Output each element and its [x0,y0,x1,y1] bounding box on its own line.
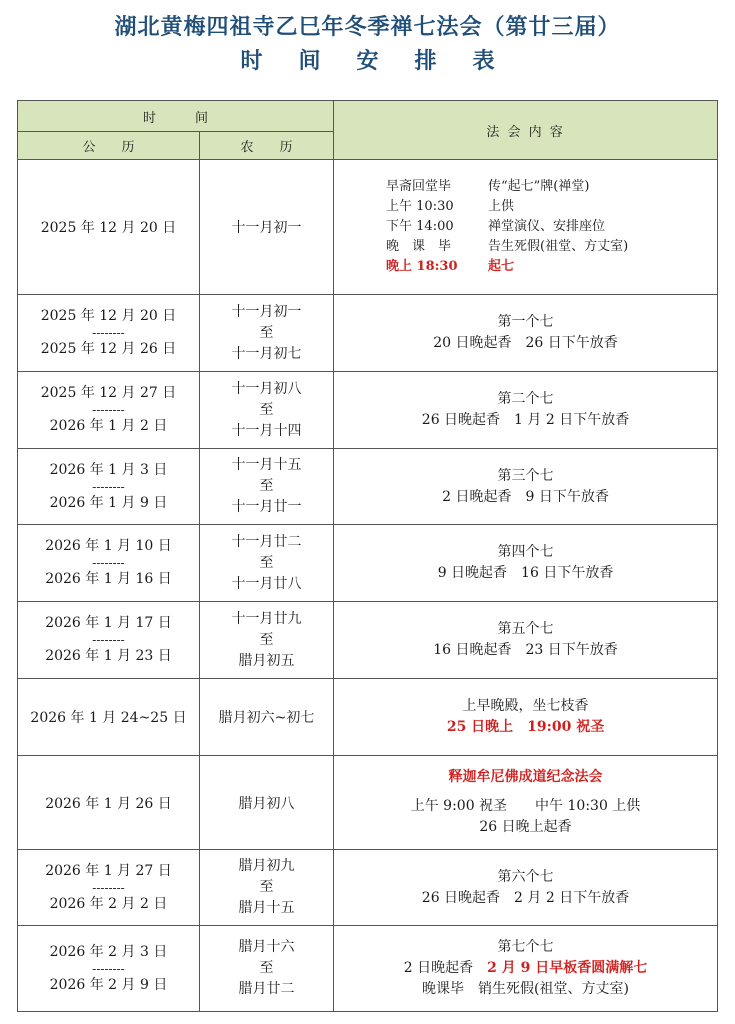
page-subtitle [0,44,735,75]
solar-end: 2025 年 12 月 26 日 [40,341,177,357]
event-line: 上午 9:00 祝圣 中午 10:30 上供 [410,798,641,814]
week-detail: 26 日晚起香 1 月 2 日下午放香 [421,412,630,428]
date-dash: -------- [92,556,125,570]
week-detail: 26 日晚起香 2 月 2 日下午放香 [421,889,630,906]
solar-start: 2025 年 12 月 27 日 [40,385,177,401]
solar-end: 2026 年 1 月 16 日 [45,571,172,587]
event-line: 晚课毕 销生死假(祖堂、方丈室) [422,981,629,997]
week-name: 第一个七 [497,314,554,330]
lunar-to: 至 [259,324,274,341]
lunar-date: 腊月初八 [200,756,334,850]
date-dash: -------- [92,961,125,976]
table-row [18,679,718,756]
date-dash: -------- [92,479,125,494]
week-name: 第七个七 [497,939,554,955]
lunar-start: 十一月廿二 [231,533,302,550]
list-item: 晚 课 毕 告生死假(祖堂、方丈室) [386,239,629,254]
solar-end: 2026 年 1 月 9 日 [49,494,168,511]
lunar-start: 十一月十五 [231,457,302,473]
list-item: 早斋回堂毕 传“起七”牌(禅堂) [386,179,590,194]
table-row [18,926,718,1012]
solar-end: 2026 年 2 月 9 日 [49,976,168,993]
solar-date: 2025 年 12 月 20 日 [18,160,200,295]
solar-date: 2026 年 1 月 24~25 日 [18,679,200,756]
lunar-date: 腊月初六~初七 [200,679,334,756]
schedule-table [17,100,718,1012]
lunar-to: 至 [259,401,274,418]
subtitle-char: 时 [240,48,263,74]
date-dash: -------- [92,880,125,895]
solar-start: 2026 年 1 月 10 日 [45,538,172,554]
event-highlight: 释迦牟尼佛成道纪念法会 [448,769,603,785]
lunar-end: 十一月廿八 [231,575,302,592]
date-dash: -------- [92,326,125,340]
list-item: 晚上 18:30 起七 [386,259,515,274]
page-title: 湖北黄梅四祖寺乙巳年冬季禅七法会（第廿三届） [114,14,621,40]
header-content: 法 会 内 容 [334,101,718,160]
lunar-end: 腊月十五 [238,900,295,916]
lunar-start: 十一月初八 [231,380,302,397]
solar-end: 2026 年 1 月 2 日 [49,418,168,434]
header-time: 时 间 [18,101,334,132]
date-dash: -------- [92,403,125,417]
date-dash: -------- [92,633,125,647]
table-row [18,756,718,850]
lunar-end: 腊月廿二 [238,981,295,997]
lunar-date: 十一月初一 [200,160,334,295]
week-name: 第四个七 [497,544,554,560]
lunar-end: 腊月初五 [238,652,295,669]
week-detail: 16 日晚起香 23 日下午放香 [433,642,618,658]
solar-start: 2026 年 1 月 3 日 [49,461,168,478]
week-name: 第五个七 [497,621,554,637]
week-detail: 9 日晚起香 16 日下午放香 [437,565,614,581]
lunar-end: 十一月廿一 [231,499,302,515]
lunar-start: 十一月廿九 [231,610,302,627]
event-line: 上早晚殿，坐七枝香 [462,698,589,714]
solar-start: 2026 年 1 月 27 日 [45,862,172,879]
subtitle-char: 排 [414,48,437,74]
event-list [334,160,718,295]
lunar-to: 至 [259,879,274,895]
week-detail [334,958,717,979]
header-solar: 公 历 [18,132,200,160]
table-row [18,525,718,602]
week-name: 第三个七 [497,467,554,484]
lunar-start: 腊月初九 [238,858,295,874]
lunar-start: 腊月十六 [238,939,295,955]
lunar-to: 至 [259,960,274,976]
header-lunar: 农 历 [200,132,334,160]
week-name: 第六个七 [497,868,554,885]
subtitle-char: 间 [298,48,321,74]
table-row [18,602,718,679]
event-line: 26 日晚上起香 [479,819,572,835]
lunar-to: 至 [259,554,274,571]
subtitle-char: 安 [356,48,379,74]
solar-start: 2025 年 12 月 20 日 [40,308,177,324]
lunar-start: 十一月初一 [231,303,302,320]
lunar-to: 至 [259,478,274,494]
lunar-to: 至 [259,631,274,648]
solar-end: 2026 年 1 月 23 日 [45,648,172,664]
list-item: 下午 14:00 禅堂演仪、安排座位 [386,219,606,234]
week-detail: 2 日晚起香 9 日下午放香 [442,488,609,505]
solar-start: 2026 年 2 月 3 日 [49,943,168,960]
table-row [18,850,718,926]
event-highlight: 25 日晚上 19:00 祝圣 [446,719,605,735]
table-row [18,372,718,449]
solar-start: 2026 年 1 月 17 日 [45,615,172,631]
table-row [18,449,718,525]
list-item: 上午 10:30 上供 [386,199,515,214]
table-row [18,295,718,372]
lunar-end: 十一月初七 [231,345,302,362]
table-row [18,160,718,295]
subtitle-char: 表 [472,48,495,74]
solar-end: 2026 年 2 月 2 日 [49,895,168,912]
week-detail: 20 日晚起香 26 日下午放香 [433,335,618,351]
lunar-end: 十一月十四 [231,422,302,439]
week-name: 第二个七 [497,391,554,407]
detail-highlight: 2 月 9 日早板香圆满解七 [487,960,648,976]
detail-plain: 2 日晚起香 [403,960,474,976]
solar-date: 2026 年 1 月 26 日 [18,756,200,850]
